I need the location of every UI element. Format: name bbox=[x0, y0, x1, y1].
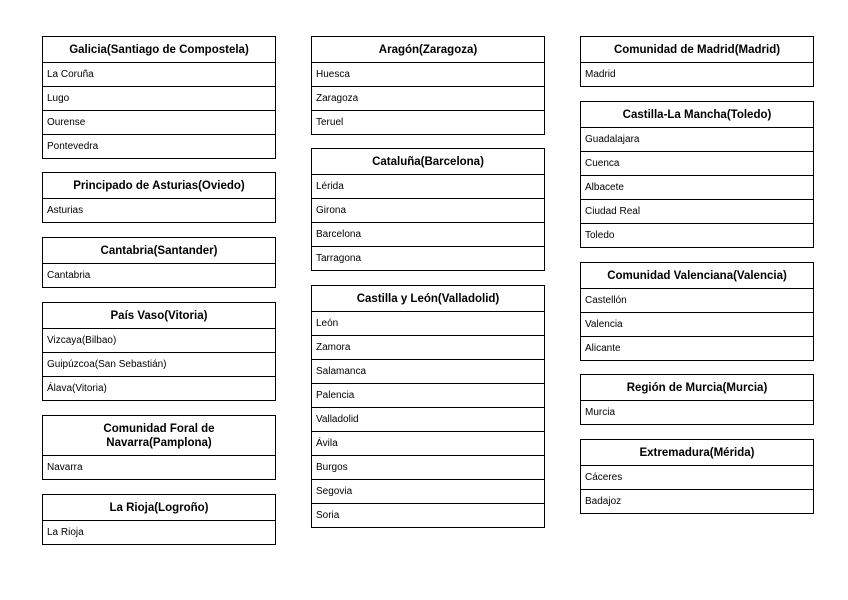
region-asturias bbox=[42, 172, 276, 223]
province-item: Valencia bbox=[581, 313, 813, 337]
province-item: León bbox=[312, 312, 544, 336]
province-item: Palencia bbox=[312, 384, 544, 408]
province-item: Vizcaya(Bilbao) bbox=[43, 329, 275, 353]
province-item: Salamanca bbox=[312, 360, 544, 384]
region-valenciana bbox=[580, 262, 814, 361]
province-item: Soria bbox=[316, 510, 340, 521]
province-item: Barcelona bbox=[312, 223, 544, 247]
region-la-rioja bbox=[42, 494, 276, 545]
province-item: Cáceres bbox=[581, 466, 813, 490]
province-item: Tarragona bbox=[316, 253, 362, 264]
region-header: Castilla y León(Valladolid) bbox=[312, 286, 544, 312]
region-header: Castilla-La Mancha(Toledo) bbox=[581, 102, 813, 128]
province-item: Álava(Vitoria) bbox=[47, 383, 107, 394]
region-header: Principado de Asturias(Oviedo) bbox=[43, 173, 275, 199]
province-item: Guipúzcoa(San Sebastián) bbox=[43, 353, 275, 377]
province-item: Alicante bbox=[585, 343, 621, 354]
region-cantabria bbox=[42, 237, 276, 288]
region-header: Aragón(Zaragoza) bbox=[312, 37, 544, 63]
province-item: Cuenca bbox=[581, 152, 813, 176]
region-header: Comunidad Foral de Navarra(Pamplona) bbox=[43, 416, 275, 456]
region-header: Cantabria(Santander) bbox=[43, 238, 275, 264]
region-pais-vasco bbox=[42, 302, 276, 401]
region-header: Extremadura(Mérida) bbox=[581, 440, 813, 466]
province-item: Cantabria bbox=[47, 270, 91, 281]
province-item: Zamora bbox=[312, 336, 544, 360]
region-murcia bbox=[580, 374, 814, 425]
region-header: Cataluña(Barcelona) bbox=[312, 149, 544, 175]
region-galicia bbox=[42, 36, 276, 159]
province-item: Lugo bbox=[43, 87, 275, 111]
province-item: Valladolid bbox=[312, 408, 544, 432]
province-item: Teruel bbox=[316, 117, 344, 128]
region-aragon bbox=[311, 36, 545, 135]
province-item: Girona bbox=[312, 199, 544, 223]
province-item: Lérida bbox=[312, 175, 544, 199]
province-item: Huesca bbox=[312, 63, 544, 87]
province-item: Madrid bbox=[585, 69, 616, 80]
region-header: País Vaso(Vitoria) bbox=[43, 303, 275, 329]
province-item: Pontevedra bbox=[47, 141, 99, 152]
region-header: La Rioja(Logroño) bbox=[43, 495, 275, 521]
province-item: Segovia bbox=[312, 480, 544, 504]
region-extremadura bbox=[580, 439, 814, 514]
province-item: Guadalajara bbox=[581, 128, 813, 152]
province-item: Ávila bbox=[312, 432, 544, 456]
region-castilla-la-mancha bbox=[580, 101, 814, 248]
province-item: Murcia bbox=[585, 407, 616, 418]
province-item: Zaragoza bbox=[312, 87, 544, 111]
region-navarra bbox=[42, 415, 276, 480]
province-item: Ourense bbox=[43, 111, 275, 135]
province-item: Navarra bbox=[47, 462, 83, 473]
region-header: Galicia(Santiago de Compostela) bbox=[43, 37, 275, 63]
province-item: Castellón bbox=[581, 289, 813, 313]
region-header: Comunidad de Madrid(Madrid) bbox=[581, 37, 813, 63]
province-item: Ciudad Real bbox=[581, 200, 813, 224]
region-cataluna bbox=[311, 148, 545, 271]
region-header: Comunidad Valenciana(Valencia) bbox=[581, 263, 813, 289]
province-item: La Coruña bbox=[43, 63, 275, 87]
province-item: Albacete bbox=[581, 176, 813, 200]
province-item: Toledo bbox=[585, 230, 615, 241]
province-item: La Rioja bbox=[47, 527, 84, 538]
region-madrid bbox=[580, 36, 814, 87]
region-castilla-leon bbox=[311, 285, 545, 528]
province-item: Burgos bbox=[312, 456, 544, 480]
province-item: Badajoz bbox=[585, 496, 622, 507]
province-item: Asturias bbox=[47, 205, 84, 216]
region-header: Región de Murcia(Murcia) bbox=[581, 375, 813, 401]
